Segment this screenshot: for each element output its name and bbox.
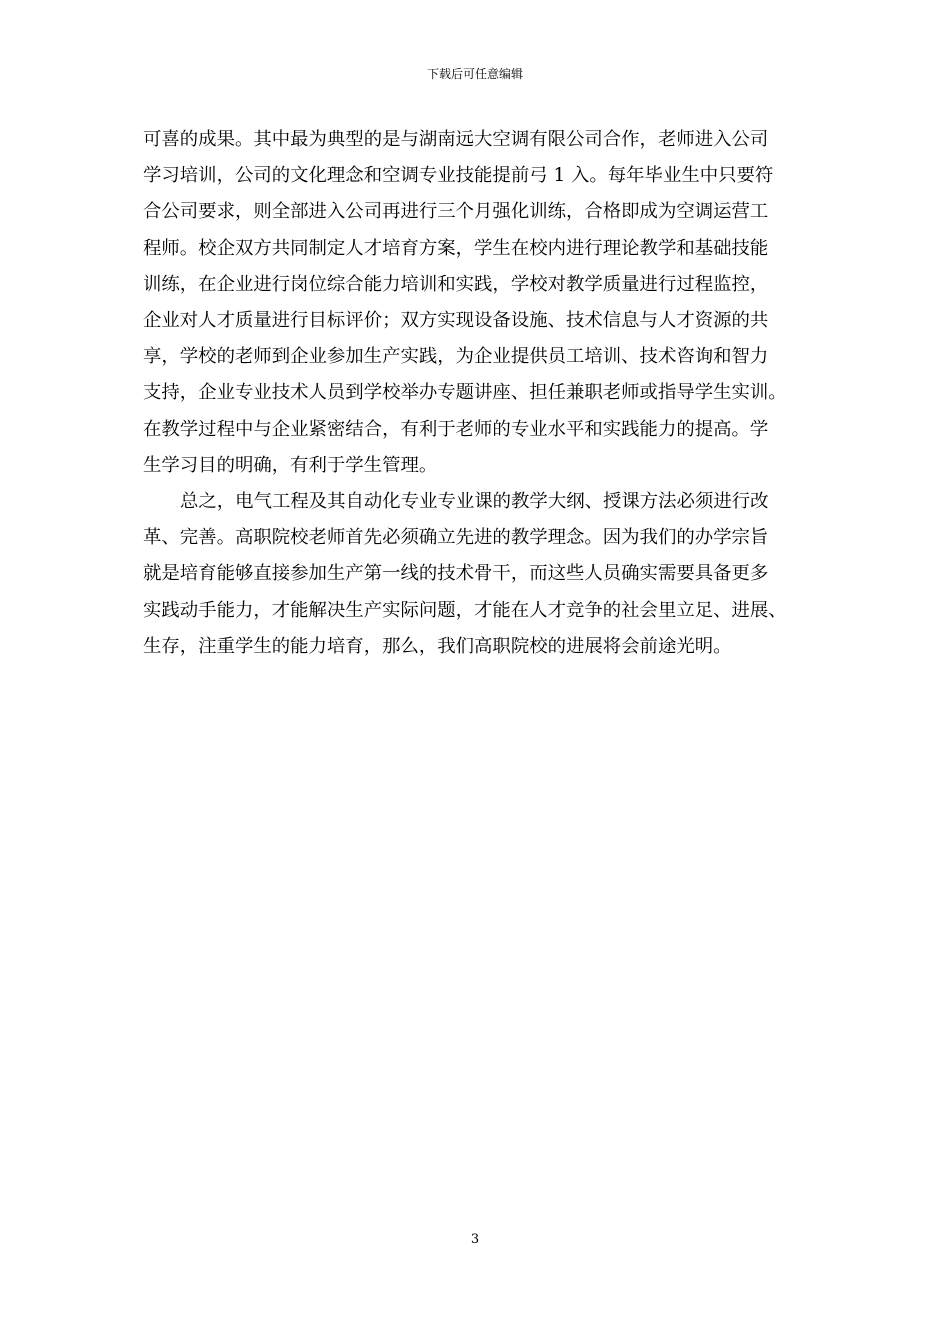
page-number xyxy=(0,1232,950,1248)
page-number-text: 3 xyxy=(470,1232,480,1247)
text-line: 生学习目的明确，有利于学生管理。 xyxy=(143,454,438,476)
text-line: 程师。校企双方共同制定人才培育方案，学生在校内进行理论教学和基础技能 xyxy=(143,237,769,259)
header-text: 下载后可任意编辑 xyxy=(426,67,523,81)
text-line: 生存，注重学生的能力培育，那么，我们高职院校的进展将会前途光明。 xyxy=(143,635,732,657)
text-line: 学习培训，公司的文化理念和空调专业技能提前弓 1 入。每年毕业生中只要符 xyxy=(143,165,774,187)
text-line: 就是培育能够直接参加生产第一线的技术骨干，而这些人员确实需要具备更多 xyxy=(143,563,769,585)
paragraph-1 xyxy=(143,122,809,484)
text-line: 企业对人才质量进行目标评价；双方实现设备设施、技术信息与人才资源的共 xyxy=(143,310,769,332)
text-line: 合公司要求，则全部进入公司再进行三个月强化训练，合格即成为空调运营工 xyxy=(143,201,769,223)
text-line: 总之，电气工程及其自动化专业专业课的教学大纲、授课方法必须进行改 xyxy=(180,491,769,513)
text-line: 革、完善。高职院校老师首先必须确立先进的教学理念。因为我们的办学宗旨 xyxy=(143,527,769,549)
text-line: 在教学过程中与企业紧密结合，有利于老师的专业水平和实践能力的提高。学 xyxy=(143,418,769,440)
paragraph-2 xyxy=(143,484,809,665)
page-header xyxy=(0,66,950,82)
text-line: 享，学校的老师到企业参加生产实践，为企业提供员工培训、技术咨询和智力 xyxy=(143,346,769,368)
text-line: 可喜的成果。其中最为典型的是与湖南远大空调有限公司合作，老师进入公司 xyxy=(143,129,769,150)
document-body xyxy=(143,122,809,665)
text-line: 训练，在企业进行岗位综合能力培训和实践，学校对教学质量进行过程监控， xyxy=(143,273,769,295)
text-line: 实践动手能力，才能解决生产实际问题，才能在人才竞争的社会里立足、进展、 xyxy=(143,599,787,621)
text-line: 支持，企业专业技术人员到学校举办专题讲座、担任兼职老师或指导学生实训。 xyxy=(143,382,787,404)
